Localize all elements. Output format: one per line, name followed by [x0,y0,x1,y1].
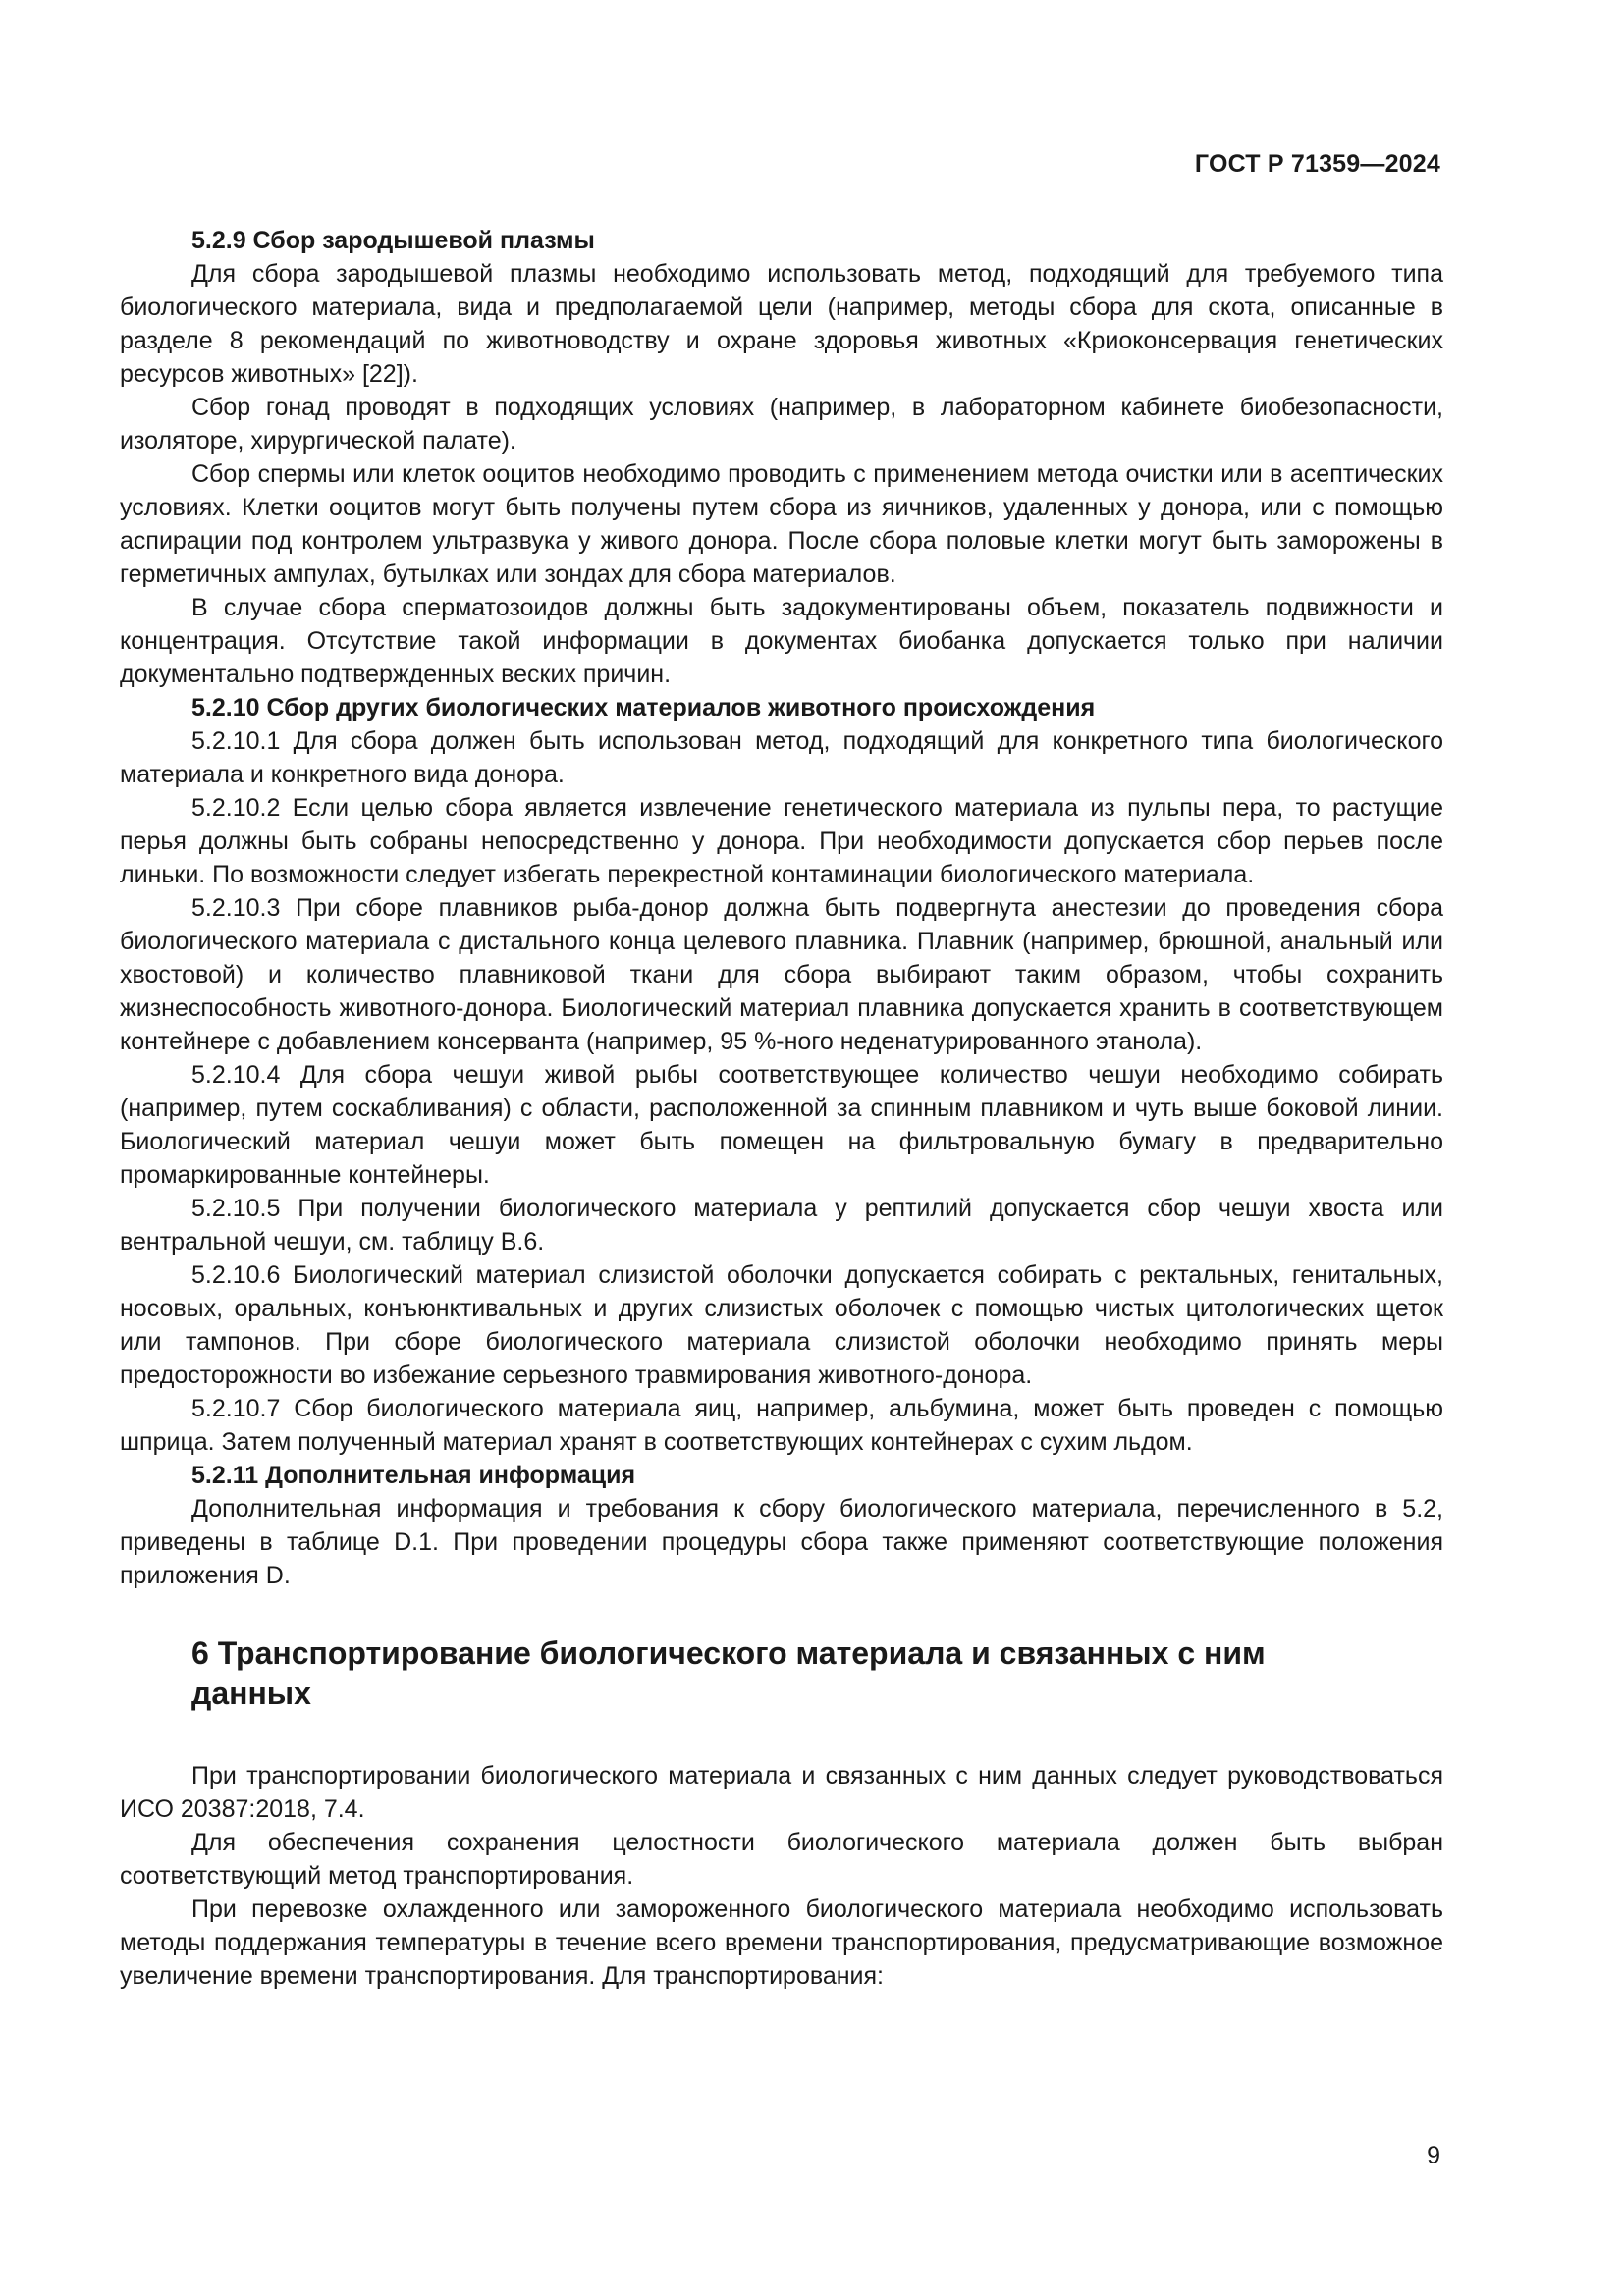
paragraph: 5.2.10.7 Сбор биологического материала яиц, например, альбумина, может быть проведен с помощью шприца. Затем полученный материал хранят в соответствующих контейнерах с сухим льдом. [120,1395,1443,1456]
paragraph: Сбор спермы или клеток ооцитов необходимо проводить с применением метода очистки или в асептических условиях. Клетки ооцитов могут быть получены путем сбора из яичников, удаленных у донора, или с помощью аспирации под контролем ультразвука у живого донора. После сбора половые клетки могут быть заморожены в герметичных ампулах, бутылках или зондах для сбора материалов. [120,460,1443,588]
paragraph: 5.2.10.4 Для сбора чешуи живой рыбы соответствующее количество чешуи необходимо собирать (например, путем соскабливания) с области, расположенной за спинным плавником и чуть выше боковой линии. Биологический материал чешуи может быть помещен на фильтровальную бумагу в предварительно промаркированные контейнеры. [120,1061,1443,1189]
document-code: ГОСТ Р 71359—2024 [1194,150,1440,178]
paragraph: При транспортировании биологического материала и связанных с ним данных следует руководствоваться ИСО 20387:2018, 7.4. [120,1762,1443,1823]
paragraph: Для обеспечения сохранения целостности биологического материала должен быть выбран соответствующий метод транспортирования. [120,1829,1443,1890]
paragraph: В случае сбора сперматозоидов должны быть задокументированы объем, показатель подвижности и концентрация. Отсутствие такой информации в документах биобанка допускается только при наличии документально подтвержденных веских причин. [120,594,1443,688]
paragraph: 5.2.10.6 Биологический материал слизистой оболочки допускается собирать с ректальных, генитальных, носовых, оральных, конъюнктивальных и других слизистых оболочек с помощью чистых цитологических щеток или тампонов. При сборе биологического материала слизистой оболочки необходимо принять меры предосторожности во избежание серьезного травмирования животного-донора. [120,1261,1443,1389]
document-body [120,224,1443,1993]
paragraph: Сбор гонад проводят в подходящих условиях (например, в лабораторном кабинете биобезопасности, изоляторе, хирургической палате). [120,394,1443,454]
paragraph: При перевозке охлажденного или замороженного биологического материала необходимо использовать методы поддержания температуры в течение всего времени транспортирования, предусматривающие возможное увеличение времени транспортирования. Для транспортирования: [120,1896,1443,1990]
paragraph: 5.2.10.1 Для сбора должен быть использован метод, подходящий для конкретного типа биологического материала и конкретного вида донора. [120,727,1443,788]
paragraph: 5.2.10.5 При получении биологического материала у рептилий допускается сбор чешуи хвоста или вентральной чешуи, см. таблицу В.6. [120,1195,1443,1255]
paragraph: 5.2.10.3 При сборе плавников рыба-донор должна быть подвергнута анестезии до проведения сбора биологического материала с дистального конца целевого плавника. Плавник (например, брюшной, анальный или хвостовой) и количество плавниковой ткани для сбора выбирают таким образом, чтобы сохранить жизнеспособность животного-донора. Биологический материал плавника допускается хранить в соответствующем контейнере с добавлением консерванта (например, 95 %-ного неденатурированного этанола). [120,894,1443,1055]
paragraph: Дополнительная информация и требования к сбору биологического материала, перечисленного в 5.2, приведены в таблице D.1. При проведении процедуры сбора также применяют соответствующие положения приложения D. [120,1495,1443,1589]
paragraph: 5.2.10.2 Если целью сбора является извлечение генетического материала из пульпы пера, то растущие перья должны быть собраны непосредственно у донора. При необходимости допускается сбор перьев после линьки. По возможности следует избегать перекрестной контаминации биологического материала. [120,794,1443,888]
section-heading-5-2-11: 5.2.11 Дополнительная информация [191,1462,636,1489]
page-number: 9 [1427,2142,1440,2169]
paragraph: Для сбора зародышевой плазмы необходимо использовать метод, подходящий для требуемого типа биологического материала, вида и предполагаемой цели (например, методы сбора для скота, описанные в разделе 8 рекомендаций по животноводству и охране здоровья животных «Криоконсервация генетических ресурсов животных» [22]). [120,260,1443,388]
chapter-heading-6: 6 Транспортирование биологического материала и связанных с ним данных [191,1635,1266,1711]
section-heading-5-2-10: 5.2.10 Сбор других биологических материалов животного происхождения [191,694,1096,721]
section-heading-5-2-9: 5.2.9 Сбор зародышевой плазмы [191,227,595,254]
